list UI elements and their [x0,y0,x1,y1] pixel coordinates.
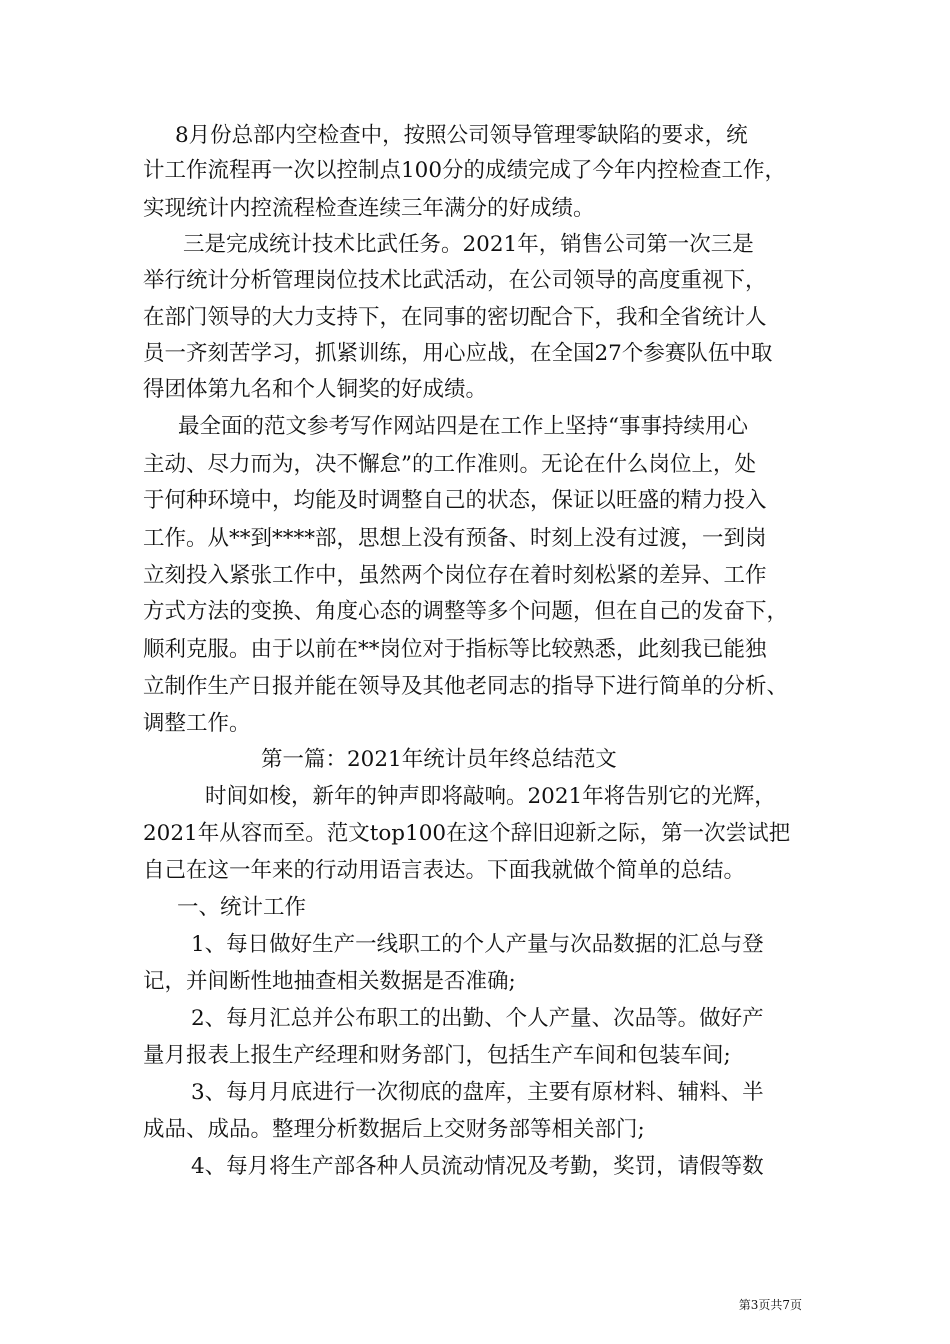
paragraph-line: 4、每月将生产部各种人员流动情况及考勤，奖罚，请假等数 [191,1154,764,1179]
paragraph-line: 实现统计内控流程检查连续三年满分的好成绩。 [143,196,595,221]
paragraph-line: 主动、尽力而为，决不懈怠”的工作准则。无论在什么岗位上，处 [143,452,756,477]
paragraph-line: 举行统计分析管理岗位技术比武活动，在公司领导的高度重视下， [143,268,767,293]
paragraph-line: 三是完成统计技术比武任务。2021年，销售公司第一次三是 [183,232,754,257]
paragraph-line: 最全面的范文参考写作网站四是在工作上坚持“事事持续用心 [178,414,748,439]
section-heading: 第一篇：2021年统计员年终总结范文 [261,747,617,772]
subsection-heading: 一、统计工作 [177,895,307,920]
paragraph-line: 调整工作。 [143,711,251,736]
paragraph-line: 1、每日做好生产一线职工的个人产量与次品数据的汇总与登 [191,932,764,957]
paragraph-line: 成品、成品。整理分析数据后上交财务部等相关部门; [143,1117,645,1142]
paragraph-line: 方式方法的变换、角度心态的调整等多个问题，但在自己的发奋下， [143,599,789,624]
paragraph-line: 顺利克服。由于以前在**岗位对于指标等比较熟悉，此刻我已能独 [143,637,767,662]
paragraph-line: 记，并间断性地抽查相关数据是否准确; [143,969,516,994]
paragraph-line: 2、每月汇总并公布职工的出勤、个人产量、次品等。做好产 [191,1006,764,1031]
paragraph-line: 员一齐刻苦学习，抓紧训练，用心应战，在全国27个参赛队伍中取 [143,341,773,366]
paragraph-line: 自己在这一年来的行动用语言表达。下面我就做个简单的总结。 [143,858,746,883]
paragraph-line: 在部门领导的大力支持下，在同事的密切配合下，我和全省统计人 [143,305,767,330]
paragraph-line: 3、每月月底进行一次彻底的盘库，主要有原材料、辅料、半 [191,1080,764,1105]
paragraph-line: 计工作流程再一次以控制点100分的成绩完成了今年内控检查工作， [143,158,787,183]
paragraph-line: 2021年从容而至。范文top100在这个辞旧迎新之际，第一次尝试把 [143,821,791,846]
page-number: 第3页共7页 [738,1298,802,1312]
paragraph-line: 量月报表上报生产经理和财务部门，包括生产车间和包装车间; [143,1043,731,1068]
paragraph-line: 8月份总部内空检查中，按照公司领导管理零缺陷的要求，统 [175,123,748,148]
paragraph-line: 立制作生产日报并能在领导及其他老同志的指导下进行简单的分析、 [143,674,789,699]
paragraph-line: 时间如梭，新年的钟声即将敲响。2021年将告别它的光辉， [205,784,776,809]
paragraph-line: 工作。从**到****部，思想上没有预备、时刻上没有过渡，一到岗 [143,526,767,551]
paragraph-line: 得团体第九名和个人铜奖的好成绩。 [143,377,488,402]
paragraph-line: 立刻投入紧张工作中，虽然两个岗位存在着时刻松紧的差异、工作 [143,563,767,588]
paragraph-line: 于何种环境中，均能及时调整自己的状态，保证以旺盛的精力投入 [143,488,767,513]
